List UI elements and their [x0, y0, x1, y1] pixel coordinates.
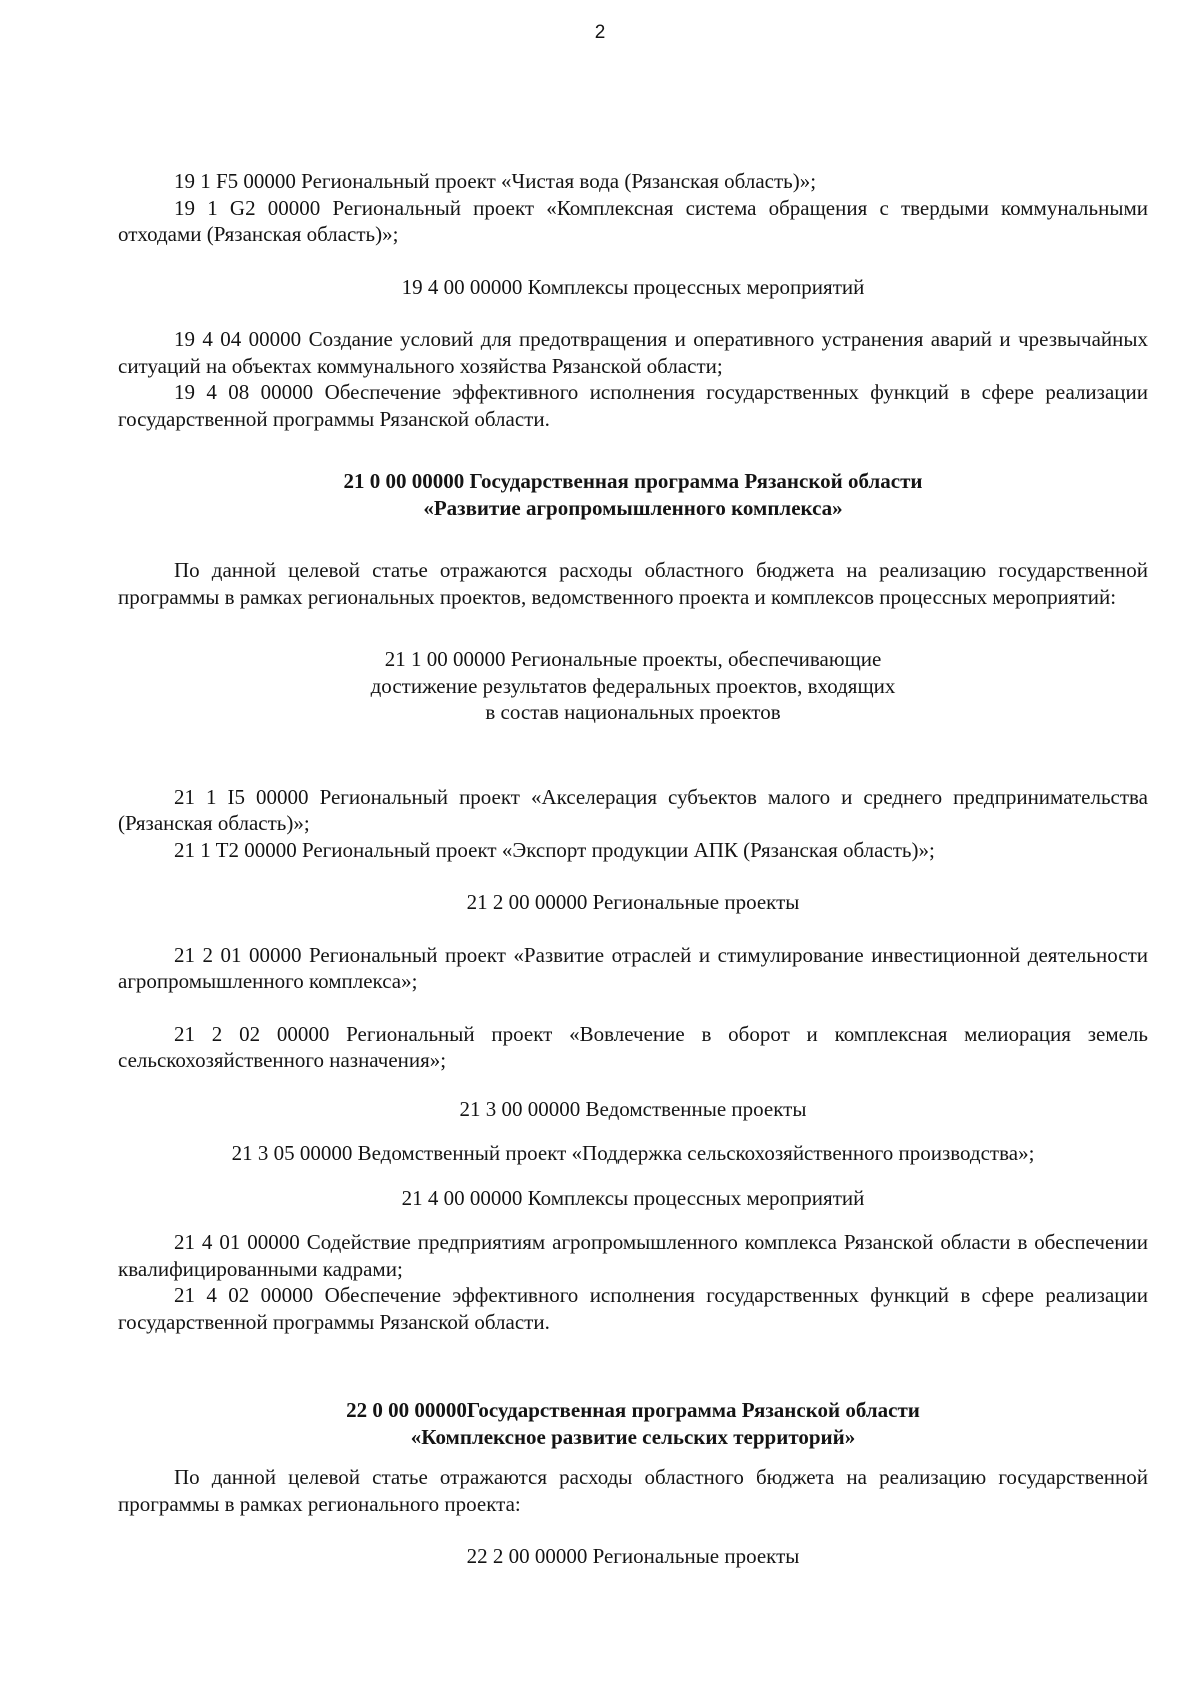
subheading-21-3: 21 3 00 00000 Ведомственные проекты — [459, 1096, 807, 1121]
page-number: 2 — [594, 22, 606, 43]
article-21-1-t2: 21 1 T2 00000 Региональный проект «Экспорт продукции АПК (Рязанская область)»; — [174, 837, 935, 862]
article-19-1-f5: 19 1 F5 00000 Региональный проект «Чистая вода (Рязанская область)»; — [174, 169, 817, 193]
article-19-1-g2: 19 1 G2 00000 Региональный проект «Комплексная система обращения с твердыми коммунальными отходами (Рязанская область)»; — [118, 195, 1148, 246]
subheading-19-4: 19 4 00 00000 Комплексы процессных мероприятий — [401, 274, 865, 299]
program-22-heading-line-2: «Комплексное развитие сельских территорий» — [410, 1424, 856, 1449]
article-21-2-01: 21 2 01 00000 Региональный проект «Развитие отраслей и стимулирование инвестиционной деятельности агропромышленного комплекса»; — [118, 942, 1148, 993]
program-21-heading — [118, 468, 1148, 521]
article-21-1-i5: 21 1 I5 00000 Региональный проект «Акселерация субъектов малого и среднего предпринимательства (Рязанская область)»; — [118, 784, 1148, 835]
subheading-21-1-line-3: в состав национальных проектов — [485, 700, 781, 724]
subheading-21-1-line-2: достижение результатов федеральных проектов, входящих — [370, 673, 896, 698]
program-22-intro: По данной целевой статье отражаются расходы областного бюджета на реализацию государственной программы в рамках регионального проекта: — [118, 1465, 1148, 1516]
subheading-21-4: 21 4 00 00000 Комплексы процессных мероприятий — [401, 1185, 865, 1210]
article-19-4-08: 19 4 08 00000 Обеспечение эффективного исполнения государственных функций в сфере реализации государственной программы Рязанской области. — [118, 380, 1148, 431]
subheading-21-2: 21 2 00 00000 Региональные проекты — [466, 890, 800, 914]
document-body — [118, 168, 1148, 1570]
article-21-3-05: 21 3 05 00000 Ведомственный проект «Поддержка сельскохозяйственного производства»; — [231, 1141, 1035, 1165]
program-21-heading-line-1: 21 0 00 00000 Государственная программа Рязанской области — [343, 469, 923, 493]
article-21-4-01: 21 4 01 00000 Содействие предприятиям агропромышленного комплекса Рязанской области в обеспечении квалифицированными кадрами; — [118, 1230, 1148, 1281]
program-22-heading — [118, 1397, 1148, 1450]
subheading-22-2: 22 2 00 00000 Региональные проекты — [466, 1544, 800, 1568]
subheading-21-1 — [118, 646, 1148, 726]
article-19-4-04: 19 4 04 00000 Создание условий для предотвращения и оперативного устранения аварий и чрезвычайных ситуаций на объектах коммунального хозяйства Рязанской области; — [118, 327, 1148, 378]
article-21-4-02: 21 4 02 00000 Обеспечение эффективного исполнения государственных функций в сфере реализации государственной программы Рязанской области. — [118, 1283, 1148, 1334]
subheading-21-1-line-1: 21 1 00 00000 Региональные проекты, обеспечивающие — [384, 647, 882, 671]
article-21-2-02: 21 2 02 00000 Региональный проект «Вовлечение в оборот и комплексная мелиорация земель сельскохозяйственного назначения»; — [118, 1021, 1148, 1072]
program-21-heading-line-2: «Развитие агропромышленного комплекса» — [423, 495, 843, 520]
program-22-heading-line-1: 22 0 00 00000Государственная программа Рязанской области — [346, 1398, 920, 1422]
program-21-intro: По данной целевой статье отражаются расходы областного бюджета на реализацию государственной программы в рамках региональных проектов, ведомственного проекта и комплексов процессных мероприятий: — [118, 558, 1148, 609]
